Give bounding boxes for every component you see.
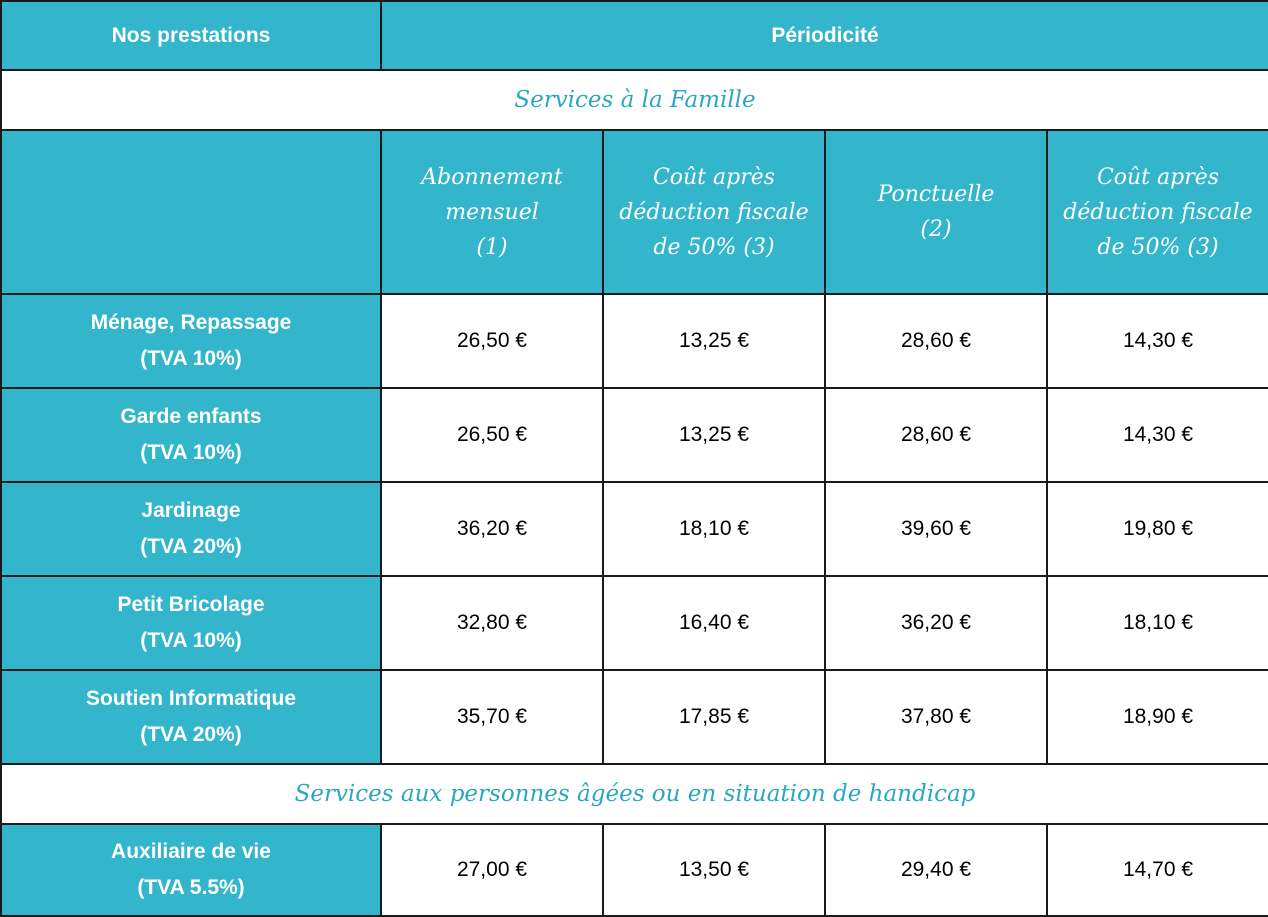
price-cell: 13,50 € [603,824,825,916]
row-label: Jardinage (TVA 20%) [1,482,381,576]
price-cell: 26,50 € [381,388,603,482]
column-header-one-off: Ponctuelle (2) [825,130,1047,294]
price-cell: 28,60 € [825,388,1047,482]
price-cell: 36,20 € [381,482,603,576]
table-row [1,576,1268,670]
price-cell: 29,40 € [825,824,1047,916]
table-row [1,824,1268,916]
price-cell: 39,60 € [825,482,1047,576]
header-periodicity: Périodicité [381,1,1268,70]
price-cell: 16,40 € [603,576,825,670]
price-cell: 13,25 € [603,388,825,482]
price-cell: 37,80 € [825,670,1047,764]
column-header-empty [1,130,381,294]
price-cell: 14,30 € [1047,388,1268,482]
table-row [1,388,1268,482]
price-cell: 35,70 € [381,670,603,764]
row-label: Ménage, Repassage (TVA 10%) [1,294,381,388]
price-cell: 14,70 € [1047,824,1268,916]
column-header-monthly-after-tax: Coût après déduction fiscale de 50% (3) [603,130,825,294]
price-cell: 32,80 € [381,576,603,670]
section-title-elderly: Services aux personnes âgées ou en situation de handicap [1,764,1268,824]
row-label: Petit Bricolage (TVA 10%) [1,576,381,670]
column-header-one-off-after-tax: Coût après déduction fiscale de 50% (3) [1047,130,1268,294]
price-cell: 18,10 € [603,482,825,576]
price-cell: 28,60 € [825,294,1047,388]
price-cell: 18,10 € [1047,576,1268,670]
table-row [1,670,1268,764]
price-cell: 36,20 € [825,576,1047,670]
price-cell: 17,85 € [603,670,825,764]
table-row [1,482,1268,576]
section-row-elderly [1,764,1268,824]
price-cell: 27,00 € [381,824,603,916]
price-cell: 19,80 € [1047,482,1268,576]
row-label: Auxiliaire de vie (TVA 5.5%) [1,824,381,916]
price-cell: 13,25 € [603,294,825,388]
table-row [1,294,1268,388]
row-label: Garde enfants (TVA 10%) [1,388,381,482]
column-header-row [1,130,1268,294]
section-title-family: Services à la Famille [1,70,1268,130]
header-services: Nos prestations [1,1,381,70]
section-row-family [1,70,1268,130]
row-label: Soutien Informatique (TVA 20%) [1,670,381,764]
price-cell: 14,30 € [1047,294,1268,388]
price-cell: 18,90 € [1047,670,1268,764]
column-header-monthly: Abonnement mensuel (1) [381,130,603,294]
price-cell: 26,50 € [381,294,603,388]
